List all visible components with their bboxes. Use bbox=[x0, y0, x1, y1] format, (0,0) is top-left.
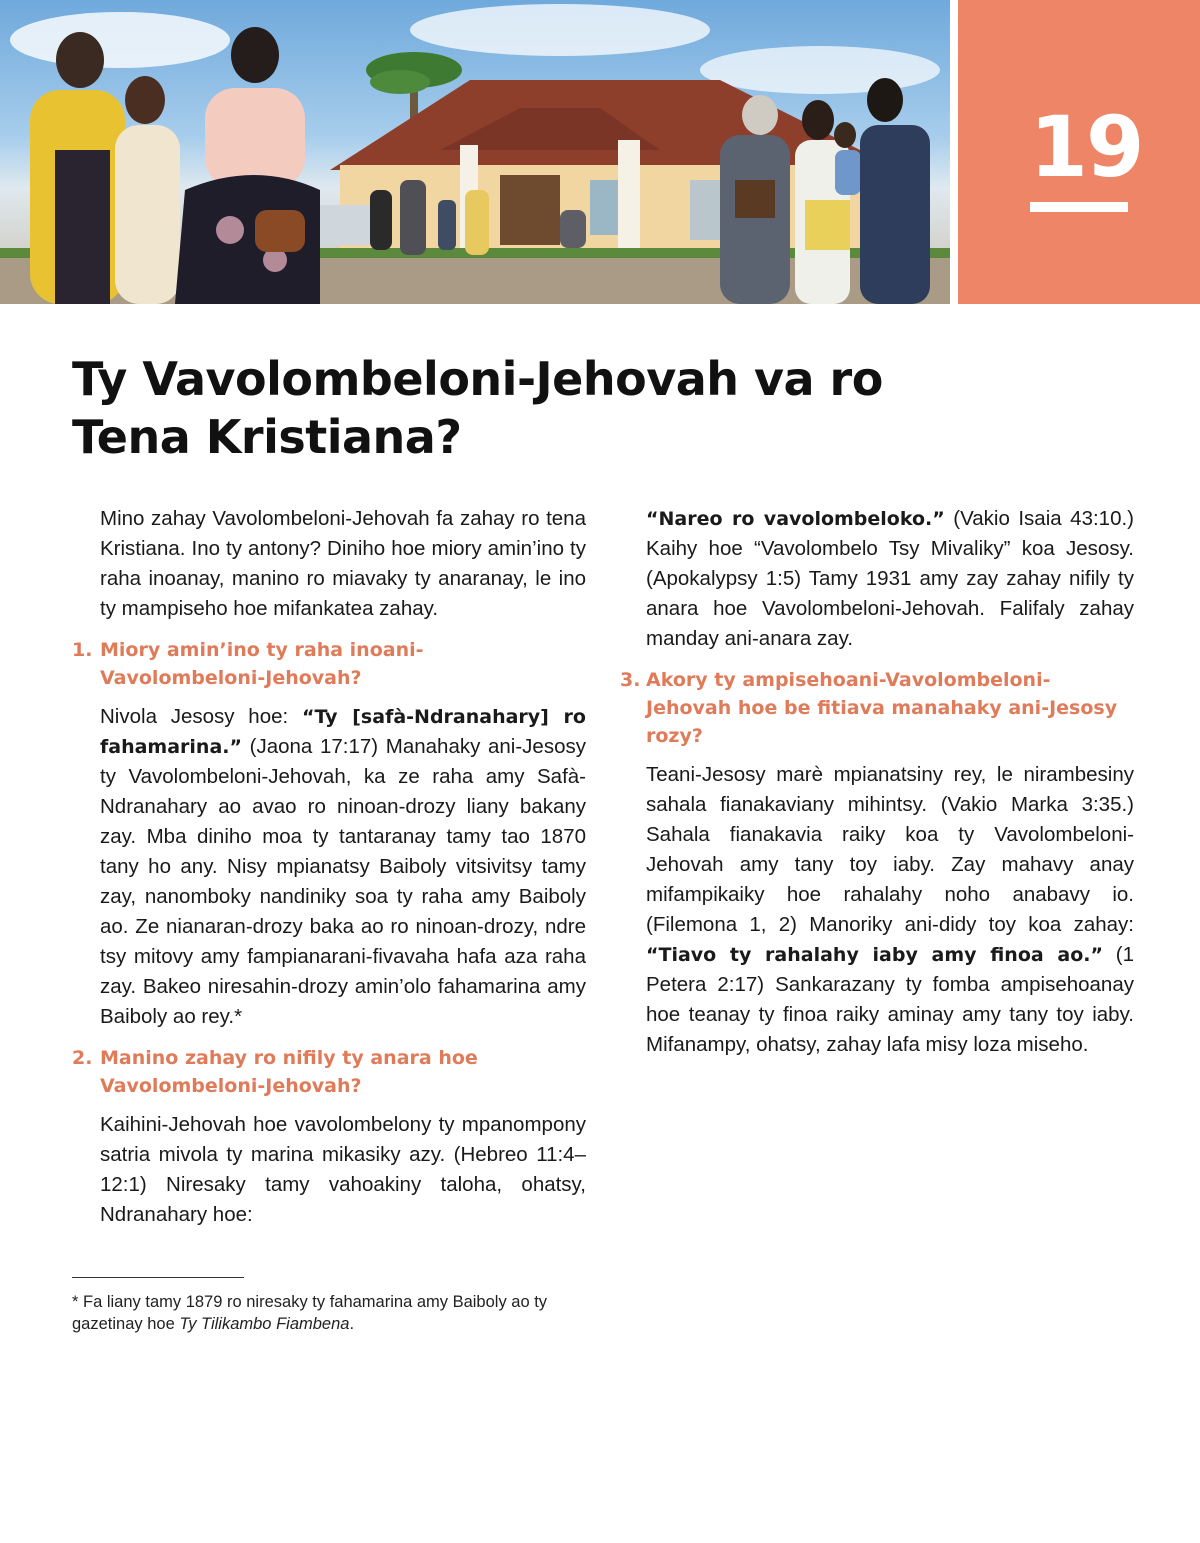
footnote-divider bbox=[72, 1277, 244, 1278]
answer-text: Teani-Jesosy marè mpianatsiny rey, le nirambesiny sahala fianakaviany mihintsy. (Vakio Marka 3:35.) Sahala fianakavia raiky koa ty Vavolombeloni-Jehovah amy tany toy iaby. Zay mahavy anay mifampikaiky hoe rahalahy noho anabavy io. (Filemona 1, 2) Manoriky ani-didy toy koa zahay: bbox=[646, 763, 1134, 936]
answer-text: Nivola Jesosy hoe: bbox=[100, 705, 302, 728]
answer-paragraph-2-continued bbox=[620, 504, 1134, 654]
question-number: 3. bbox=[620, 669, 641, 691]
footnote bbox=[72, 1291, 592, 1335]
left-column bbox=[72, 504, 586, 1242]
answer-text: (1 Petera 2:17) Sankarazany ty fomba ampisehoanay hoe teanay ty finoa raiky aminay amy tany toy iaby. Mifanampy, ohatsy, zahay lafa misy loza miseho. bbox=[646, 943, 1134, 1056]
question-heading-3 bbox=[620, 666, 1134, 750]
question-number: 1. bbox=[72, 639, 93, 661]
header-banner bbox=[0, 0, 1200, 304]
right-column bbox=[620, 504, 1134, 1072]
answer-paragraph-3 bbox=[620, 760, 1134, 1060]
page-title: Ty Vavolombeloni-Jehovah va ro Tena Kristiana? bbox=[72, 352, 883, 464]
answer-text: (Vakio Isaia 43:10.) Kaihy hoe “Vavolombelo Tsy Mivaliky” koa Jesosy. (Apokalypsy 1:5) Tamy 1931 amy zay zahay nifily ty anara hoe Vavolombeloni-Jehovah. Falifaly zahay manday ani-anara zay. bbox=[646, 507, 1134, 650]
answer-text: Kaihini-Jehovah hoe vavolombelony ty mpanompony satria mivola ty marina mikasiky azy. (Hebreo 11:4–12:1) Niresaky tamy vahoakiny taloha, ohatsy, Ndranahary hoe: bbox=[100, 1113, 586, 1226]
scripture-quote: “Ty [safà-Ndranahary] ro fahamarina.” bbox=[100, 706, 586, 758]
intro-paragraph: Mino zahay Vavolombeloni-Jehovah fa zahay ro tena Kristiana. Ino ty antony? Diniho hoe miory amin’ino ty raha inoanay, manino ro miavaky ty anaranay, le ino ty mampiseho hoe mifankatea zahay. bbox=[100, 507, 586, 620]
footnote-text: * Fa liany tamy 1879 ro niresaky ty fahamarina amy Baiboly ao ty gazetinay hoe bbox=[72, 1293, 548, 1333]
answer-paragraph-2-start bbox=[72, 1110, 586, 1230]
footnote-end: . bbox=[349, 1315, 355, 1333]
footnote-publication-title: Ty Tilikambo Fiambena bbox=[179, 1315, 350, 1333]
question-text: Akory ty ampisehoani-Vavolombeloni-Jehovah hoe be fitiava manahaky ani-Jesosy rozy? bbox=[646, 669, 1118, 747]
scripture-quote: “Nareo ro vavolombeloko.” bbox=[646, 508, 945, 530]
question-heading-1 bbox=[72, 636, 586, 692]
question-text: Manino zahay ro nifily ty anara hoe Vavolombeloni-Jehovah? bbox=[100, 1047, 478, 1097]
question-heading-2 bbox=[72, 1044, 586, 1100]
answer-paragraph-1 bbox=[72, 702, 586, 1032]
lesson-number-underline bbox=[1030, 202, 1128, 212]
question-number: 2. bbox=[72, 1047, 93, 1069]
photo-illustration bbox=[0, 0, 950, 304]
photo-group-outside-kingdom-hall bbox=[0, 0, 950, 304]
lesson-number: 19 bbox=[1029, 98, 1143, 196]
question-text: Miory amin’ino ty raha inoani-Vavolombeloni-Jehovah? bbox=[100, 639, 424, 689]
scripture-quote: “Tiavo ty rahalahy iaby amy finoa ao.” bbox=[646, 944, 1103, 966]
answer-text: (Jaona 17:17) Manahaky ani-Jesosy ty Vavolombeloni-Jehovah, ka ze raha amy Safà-Ndranahary ao avao ro ninoan-drozy liany bakany zay. Mba diniho moa ty tantaranay tamy tao 1870 tany ho any. Nisy mpianatsy Baiboly vitsivitsy tamy zay, nanomboky nandiniky soa ty raha amy Baiboly ao. Ze nianaran-drozy baka ao ro ninoan-drozy, ndre tsy mitovy amy fampianarani-fivavaha hafa aza raha zay. Bakeo niresahin-drozy amin’olo fahamarina amy Baiboly ao rey.* bbox=[100, 735, 586, 1028]
lesson-number-panel bbox=[958, 0, 1200, 304]
